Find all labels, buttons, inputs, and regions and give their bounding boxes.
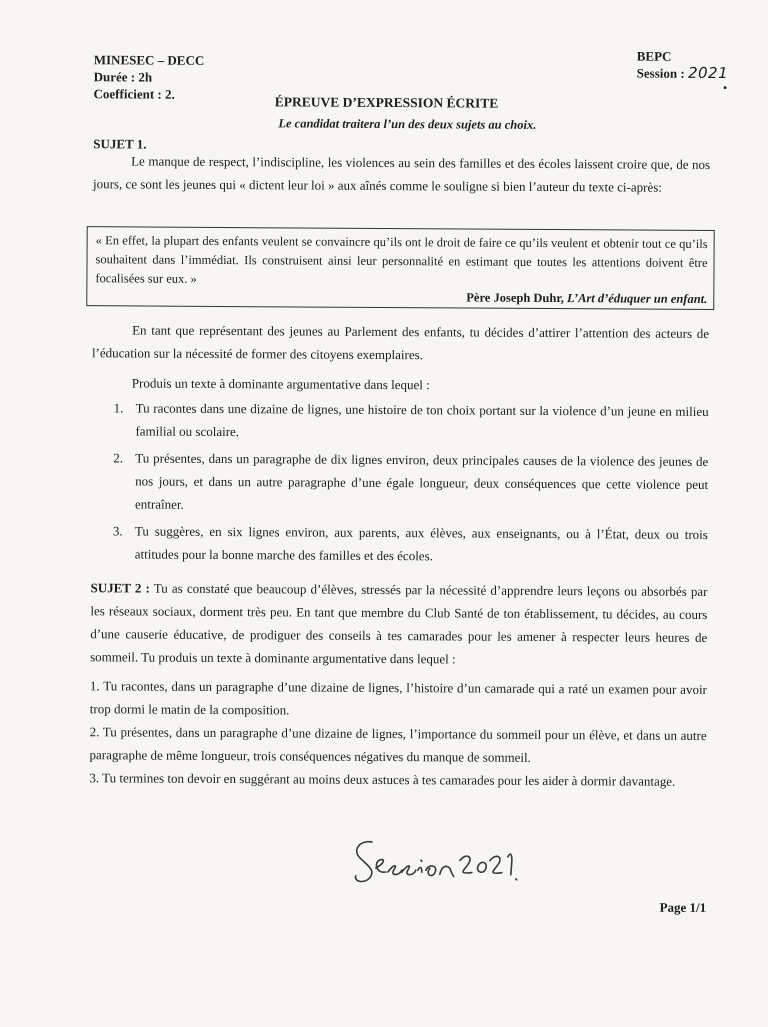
list-item: 2. Tu présentes, dans un paragraphe d’une dizaine de lignes, l’importance du sommeil pour un élève, et dans un autre paragraphe de même longueur, trois conséquences négatives du manque de sommeil. [89, 724, 707, 765]
list-item-number: 1. [113, 400, 124, 416]
session-label: Session : [636, 65, 685, 81]
list-item-text: Tu présentes, dans un paragraphe de dix lignes environ, deux principales causes de la violence des jeunes de nos jours, et dans un autre paragraphe d’une égale longueur, deux conséquences que cette violence peut entraîner. [134, 450, 709, 512]
header-exam: BEPC [636, 48, 672, 64]
quote-author: Père Joseph Duhr, [466, 290, 564, 306]
header-right [637, 48, 729, 83]
scan-dot [724, 86, 727, 89]
sujet2-list [89, 674, 707, 793]
list-item: 1. Tu racontes, dans un paragraphe d’une dizaine de lignes, l’histoire d’un camarade qui a raté un examen pour avoir trop dormi le matin de la composition. [89, 678, 707, 718]
exam-title: ÉPREUVE D’EXPRESSION ÉCRITE [274, 94, 499, 111]
list-item [91, 446, 708, 519]
list-item-number: 3. [112, 523, 123, 539]
list-item-number: 2. [113, 450, 124, 466]
header-org: MINESEC – DECC [93, 52, 205, 68]
sujet1-label: SUJET 1. [93, 136, 147, 152]
sujet2-label: SUJET 2 : [90, 580, 150, 596]
sujet1-list [91, 396, 709, 573]
sujet1-context: En tant que représentant des jeunes au Parlement des enfants, tu décides d’attirer l’attention des acteurs de l’éducation sur la nécessité de former des citoyens exemplaires. [91, 322, 710, 363]
quote-text: « En effet, la plupart des enfants veulent se convaincre qu’ils ont le droit de faire ce qu’ils veulent et obtenir tout ce qu’ils souhaitent dans l’immédiat. Ils construisent ainsi leur personnalité en estimant que toutes les attentions doivent être focalisées sur eux. » [95, 233, 708, 286]
sujet1-intro: Le manque de respect, l’indiscipline, les violences au sein des familles et des écoles laissent croire que, de nos jours, ce sont les jeunes qui « dictent leur loi » aux aînés comme le souligne si bien l’auteur du texte ci-après: [92, 153, 711, 195]
quote-box [86, 226, 714, 310]
handwritten-signature [350, 830, 530, 891]
header-duration: Durée : 2h [93, 69, 153, 85]
page-number: Page 1/1 [659, 899, 707, 915]
sujet1-instruction: Produis un texte à dominante argumentative dans lequel : [131, 375, 430, 393]
quote-signature [95, 286, 707, 309]
exam-subtitle: Le candidat traitera l’un des deux sujets au choix. [278, 116, 537, 132]
header-session [637, 65, 729, 83]
list-item-text: Tu suggères, en six lignes environ, aux parents, aux élèves, aux enseignants, ou à l’État, deux ou trois attitudes pour la bonne marche des familles et des écoles. [134, 523, 708, 564]
sujet2-intro-paragraph [90, 576, 708, 672]
list-item-text: Tu racontes dans une dizaine de lignes, une histoire de ton choix portant sur la violence d’un jeune en milieu familial ou scolaire. [135, 400, 709, 440]
session-year-handwritten: 2021 [687, 63, 729, 83]
sujet2-intro: Tu as constaté que beaucoup d’élèves, stressés par la nécessité d’apprendre leurs leçons ou absorbés par les réseaux sociaux, dorment très peu. En tant que membre du Club Santé de ton établissement, tu décides, au cours d’une causerie éducative, de prodiguer des conseils à tes camarades pour les amener à respecter leurs heures de sommeil. Tu produis un texte à dominante argumentative dans lequel : [90, 580, 708, 667]
list-item [91, 519, 708, 569]
list-item: 3. Tu termines ton devoir en suggérant au moins deux astuces à tes camarades pour les aider à dormir davantage. [89, 770, 676, 789]
quote-work: L’Art d’éduquer un enfant. [566, 291, 708, 306]
list-item [91, 396, 708, 446]
header-coefficient: Coefficient : 2. [93, 86, 175, 102]
